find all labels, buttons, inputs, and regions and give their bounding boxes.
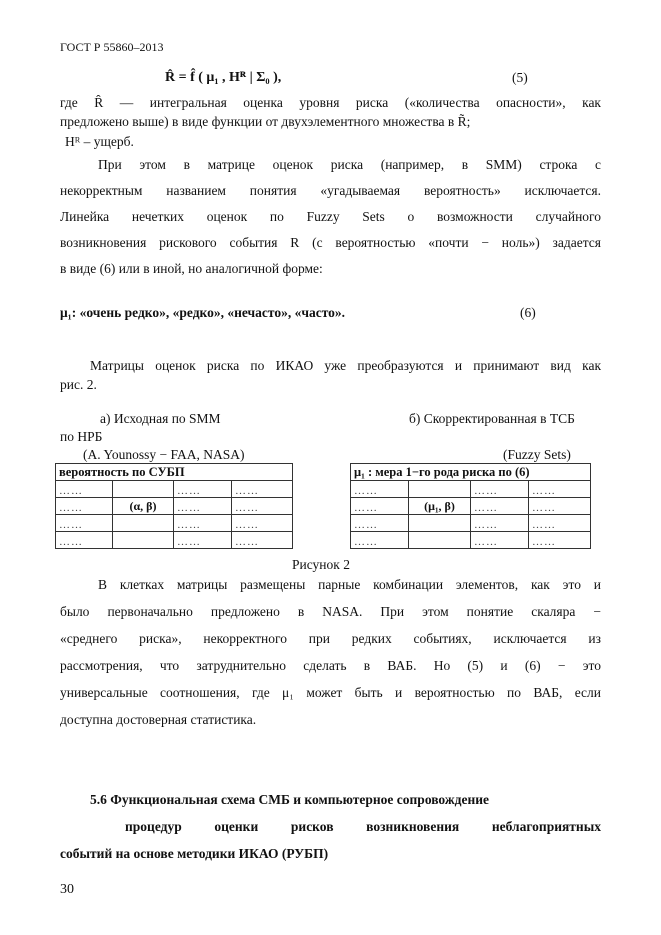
para1-line2: предложено выше) в виде функции от двухэлементного множества в R̃; [60,114,471,129]
table-cell: …… [351,481,409,498]
para1-line1: где R̂ — интегральная оценка уровня риска («количества опасности», как [60,95,601,110]
para2-line4: возникновения рискового события R (с вероятностью «почти − ноль») задается [60,235,601,250]
figure-right-caption: б) Скорректированная в ТСБ [409,411,575,426]
table-cell: …… [232,498,293,515]
para1-line3: Hᴿ – ущерб. [65,134,134,149]
table-cell [113,532,174,549]
left-risk-matrix [55,463,293,549]
figure-npb: по НРБ [60,429,103,444]
para4-line4: рассмотрения, что затруднительно сделать в ВАБ. Но (5) и (6) − это [60,658,601,673]
table-row [351,464,591,481]
standard-header: ГОСТ Р 55860–2013 [60,40,164,54]
table-cell: …… [351,532,409,549]
para3-line1: Матрицы оценок риска по ИКАО уже преобразуются и принимают вид как [90,358,601,373]
table-row [351,532,591,549]
table-cell [409,515,471,532]
table-cell: …… [232,481,293,498]
table-row [56,481,293,498]
para2-line5: в виде (6) или в иной, но аналогичной форме: [60,261,323,276]
table-cell: …… [529,515,591,532]
table-cell: …… [56,481,113,498]
table-cell: …… [232,532,293,549]
section-title-line2: процедур оценки рисков возникновения неблагоприятных [125,819,601,834]
table-row [56,464,293,481]
table-cell: …… [351,515,409,532]
para2-line3: Линейка нечетких оценок по Fuzzy Sets о возможности случайного [60,209,601,224]
table-cell: …… [232,515,293,532]
table-cell: …… [174,532,232,549]
table-cell: …… [174,481,232,498]
table-row [56,515,293,532]
table-cell: …… [529,481,591,498]
table-row [351,481,591,498]
left-matrix-header: вероятность по СУБП [56,464,293,481]
right-matrix-header: μ₁ : мера 1−го рода риска по (6) [351,464,591,481]
right-matrix-pair-label: (μ₁, β) [409,498,471,515]
para4-line3: «среднего риска», некорректного при редких событиях, исключается из [60,631,601,646]
page-number: 30 [60,882,74,897]
section-title-line3: событий на основе методики ИКАО (РУБП) [60,846,329,861]
figure-left-caption: а) Исходная по SMM [100,411,221,426]
figure-left-source: (A. Younossy − FAA, NASA) [83,447,245,462]
figure-caption: Рисунок 2 [292,557,350,572]
table-cell: …… [56,498,113,515]
right-risk-matrix [350,463,591,549]
formula-5-number: (5) [512,70,528,85]
para4-line6: доступна достоверная статистика. [60,712,257,727]
table-cell: …… [56,532,113,549]
table-row [56,498,293,515]
table-cell: …… [174,515,232,532]
left-matrix-pair-label: (α, β) [113,498,174,515]
table-cell [113,515,174,532]
table-cell: …… [56,515,113,532]
para4-line2: было первоначально предложено в NASA. При этом понятие скаляра − [60,604,601,619]
table-cell: …… [471,515,529,532]
table-cell [409,481,471,498]
para2-line2: некорректным названием понятия «угадываемая вероятность» исключается. [60,183,601,198]
formula-6: μ₁: «очень редко», «редко», «нечасто», «часто». [60,305,346,320]
para2-line1: При этом в матрице оценок риска (например, в SMM) строка с [98,157,601,172]
table-cell: …… [351,498,409,515]
table-cell [113,481,174,498]
para3-line2: рис. 2. [60,377,97,392]
para4-line1: В клетках матрицы размещены парные комбинации элементов, как это и [98,577,601,592]
section-title-line1: 5.6 Функциональная схема СМБ и компьютерное сопровождение [90,792,490,807]
formula-6-number: (6) [520,305,536,320]
para4-line5: универсальные соотношения, где μ₁ может быть и вероятностью по ВАБ, если [60,685,601,700]
table-cell: …… [471,532,529,549]
table-cell [409,532,471,549]
figure-right-source: (Fuzzy Sets) [503,447,571,462]
table-cell: …… [529,498,591,515]
formula-5: R̂ = f̂ ( μ₁ , Hᴿ | Σ₀ ), [165,70,282,85]
table-cell: …… [529,532,591,549]
table-cell: …… [174,498,232,515]
table-row [351,515,591,532]
table-row [56,532,293,549]
table-row [351,498,591,515]
table-cell: …… [471,498,529,515]
table-cell: …… [471,481,529,498]
